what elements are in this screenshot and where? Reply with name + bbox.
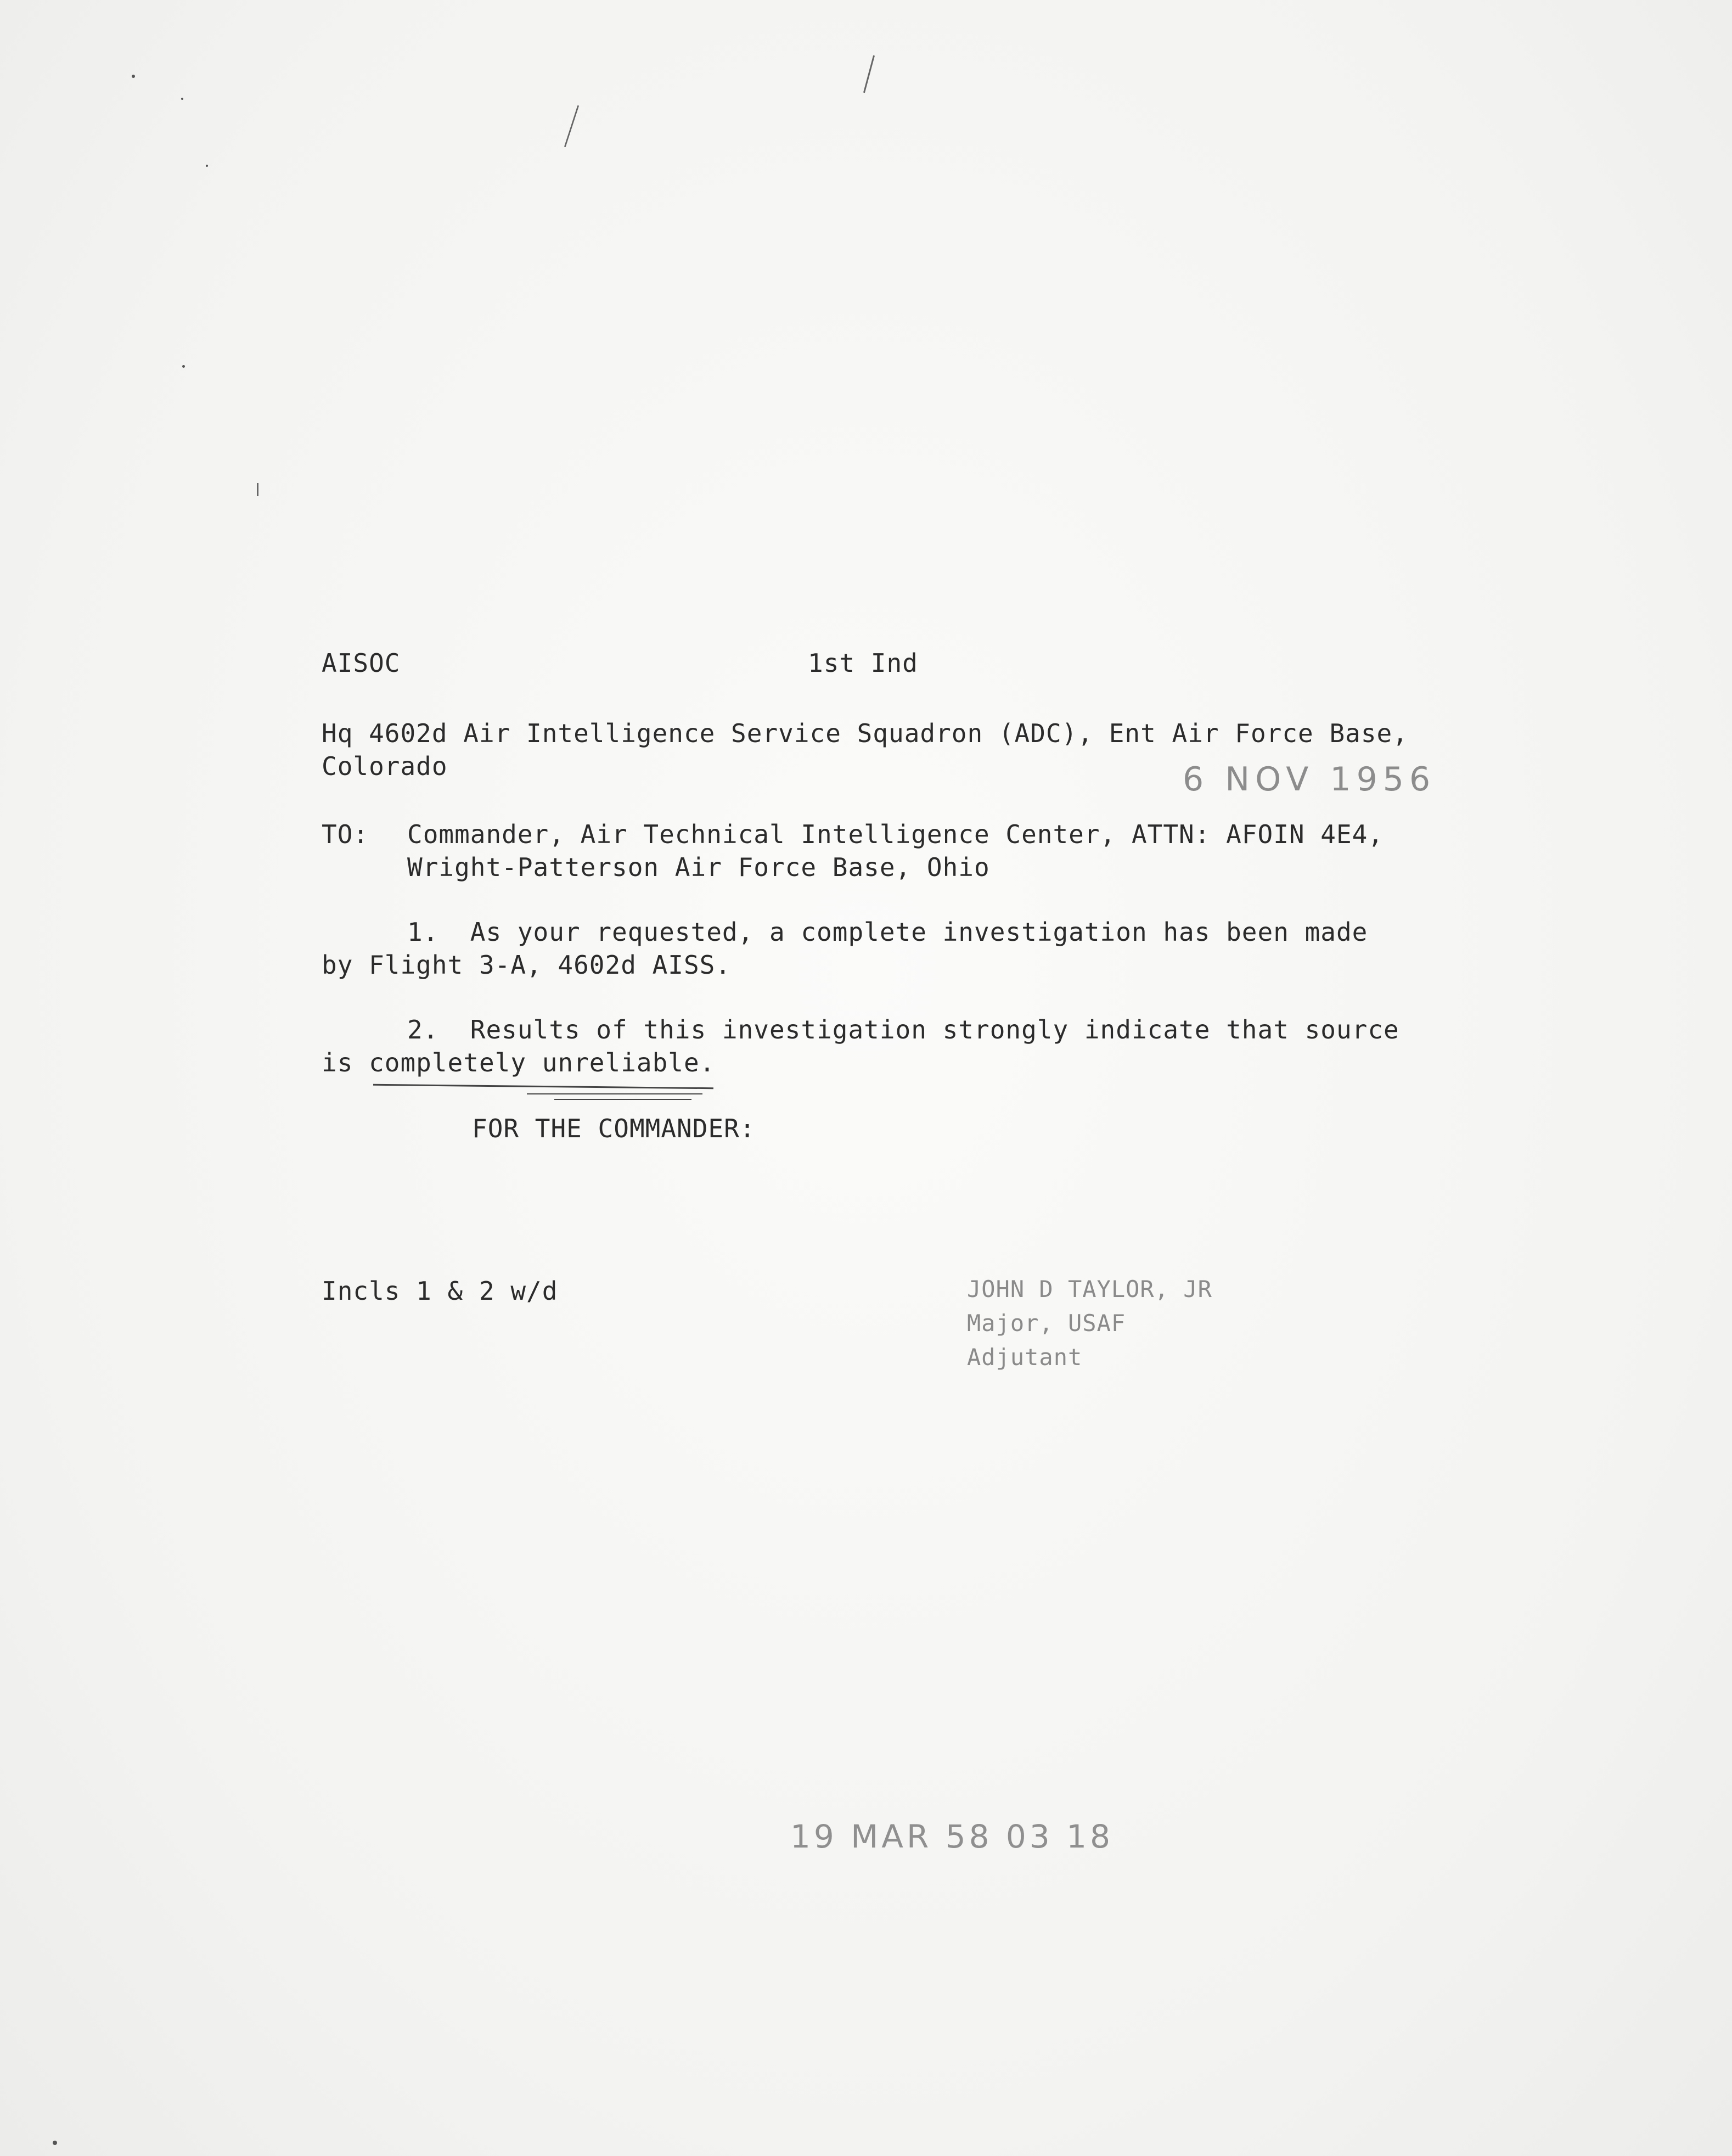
closing-line: FOR THE COMMANDER: [472, 1114, 756, 1143]
to-line-1: Commander, Air Technical Intelligence Center, ATTN: AFOIN 4E4, [407, 819, 1384, 849]
to-label: TO: [322, 819, 369, 849]
speck-mark [132, 75, 135, 78]
date-stamp: 6 NOV 1956 [1183, 760, 1436, 799]
signature-name: JOHN D TAYLOR, JR [967, 1276, 1212, 1302]
speck-mark [181, 98, 183, 100]
hand-underline-mark [554, 1099, 691, 1100]
paragraph-2-line-2: is completely unreliable. [322, 1048, 716, 1077]
pen-stroke-mark [863, 55, 875, 93]
from-line-1: Hq 4602d Air Intelligence Service Squadron (ADC), Ent Air Force Base, [322, 718, 1408, 748]
signature-rank: Major, USAF [967, 1310, 1126, 1337]
hand-underline-mark [527, 1093, 702, 1094]
speck-mark [182, 365, 185, 368]
pen-stroke-mark [564, 105, 580, 147]
paragraph-1-line-2: by Flight 3-A, 4602d AISS. [322, 950, 732, 980]
from-line-2: Colorado [322, 751, 448, 781]
office-symbol: AISOC [322, 648, 401, 678]
indorsement-label: 1st Ind [808, 648, 918, 678]
pen-stroke-mark [257, 483, 258, 496]
speck-mark [53, 2141, 57, 2145]
paragraph-1-line-1: 1. As your requested, a complete investigation has been made [407, 917, 1368, 947]
enclosures-note: Incls 1 & 2 w/d [322, 1276, 558, 1306]
received-stamp: 19 MAR 58 03 18 [790, 1818, 1114, 1855]
speck-mark [206, 165, 208, 167]
hand-underline-mark [373, 1084, 713, 1089]
paragraph-2-line-1: 2. Results of this investigation strongly indicate that source [407, 1015, 1399, 1045]
to-line-2: Wright-Patterson Air Force Base, Ohio [407, 852, 990, 882]
signature-title: Adjutant [967, 1344, 1083, 1371]
